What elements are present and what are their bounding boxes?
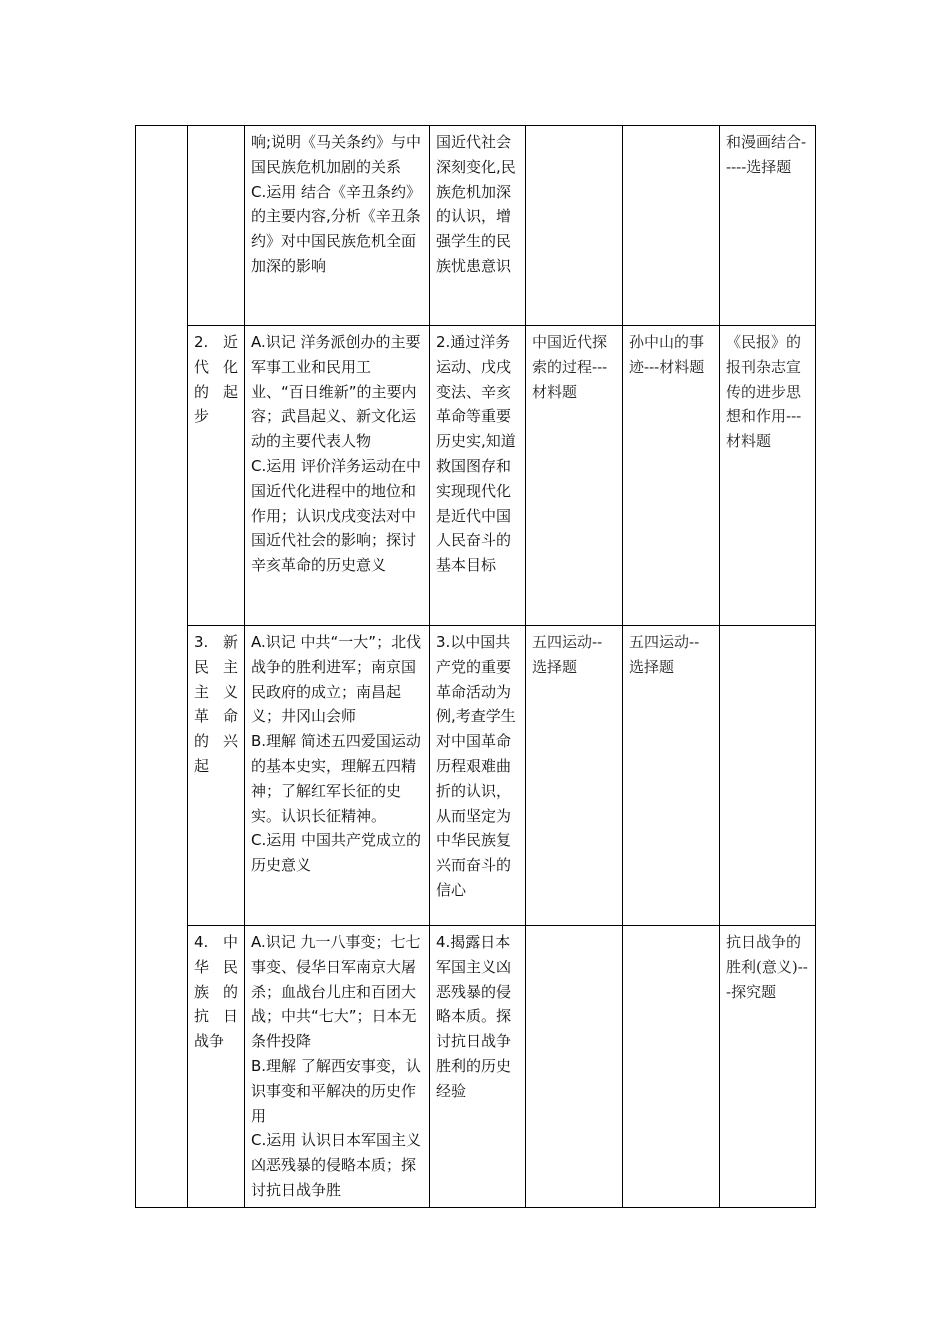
exam-point-cell [623,126,720,326]
standard-item: 响;说明《马关条约》与中国民族危机加剧的关系 [251,133,422,176]
question-type-cell: 和漫画结合-----选择题 [720,126,816,326]
goal-cell: 4.揭露日本军国主义凶恶残暴的侵略本质。探讨抗日战争胜利的历史经验 [430,926,526,1208]
question-type-cell [720,626,816,926]
goal-cell: 3.以中国共产党的重要革命活动为例,考查学生对中国革命历程艰难曲折的认识，从而坚定为中华民族复兴而奋斗的信心 [430,626,526,926]
standards-cell [245,626,430,926]
topic-cell [188,126,245,326]
exam-point-cell: 五四运动--选择题 [623,626,720,926]
blank-first-column [136,126,188,1208]
standard-item: C.运用 评价洋务运动在中国近代化进程中的地位和作用；认识戊戌变法对中国近代社会的影响；探讨辛亥革命的历史意义 [251,456,422,575]
table-row [136,926,816,1208]
standard-item: A.识记 九一八事变；七七事变、侵华日军南京大屠杀；血战台儿庄和百团大战；中共“七大”；日本无条件投降 [251,933,421,1051]
table-row [136,326,816,626]
topic-cell: 2. 近代化的起步 [188,326,245,626]
standard-item: B.理解 了解西安事变，认识事变和平解决的历史作用 [251,1056,421,1125]
standards-cell [245,126,430,326]
standard-item: B.理解 简述五四爱国运动的基本史实，理解五四精神；了解红军长征的史实。认识长征精神。 [251,732,421,825]
standard-item: A.识记 中共“一大”；北伐战争的胜利进军；南京国民政府的成立；南昌起义；井冈山会师 [251,633,422,726]
question-type-cell: 抗日战争的胜利(意义)---探究题 [720,926,816,1208]
question-type-cell: 《民报》的报刊杂志宣传的进步思想和作用---材料题 [720,326,816,626]
goal-cell: 2.通过洋务运动、戊戌变法、辛亥革命等重要历史实,知道救国图存和实现现代化是近代中国人民奋斗的基本目标 [430,326,526,626]
standard-item: A.识记 洋务派创办的主要军事工业和民用工业、“百日维新”的主要内容；武昌起义、新文化运动的主要代表人物 [251,333,421,451]
topic-cell: 4. 中华民族的抗日战争 [188,926,245,1208]
standard-item: C.运用 结合《辛丑条约》的主要内容,分析《辛丑条约》对中国民族危机全面加深的影响 [251,182,422,275]
goal-cell: 国近代社会深刻变化,民族危机加深的认识，增强学生的民族忧患意识 [430,126,526,326]
exam-point-cell: 五四运动--选择题 [526,626,623,926]
topic-cell: 3. 新民主主义革命的兴起 [188,626,245,926]
table-row [136,126,816,326]
standards-cell [245,926,430,1208]
exam-point-cell: 中国近代探索的过程---材料题 [526,326,623,626]
exam-point-cell: 孙中山的事迹---材料题 [623,326,720,626]
standard-item: C.运用 中国共产党成立的历史意义 [251,831,422,875]
curriculum-table [135,125,816,1208]
exam-point-cell [526,126,623,326]
table-row [136,626,816,926]
standards-cell [245,326,430,626]
exam-point-cell [623,926,720,1208]
exam-point-cell [526,926,623,1208]
standard-item: C.运用 认识日本军国主义凶恶残暴的侵略本质；探讨抗日战争胜 [251,1131,422,1199]
